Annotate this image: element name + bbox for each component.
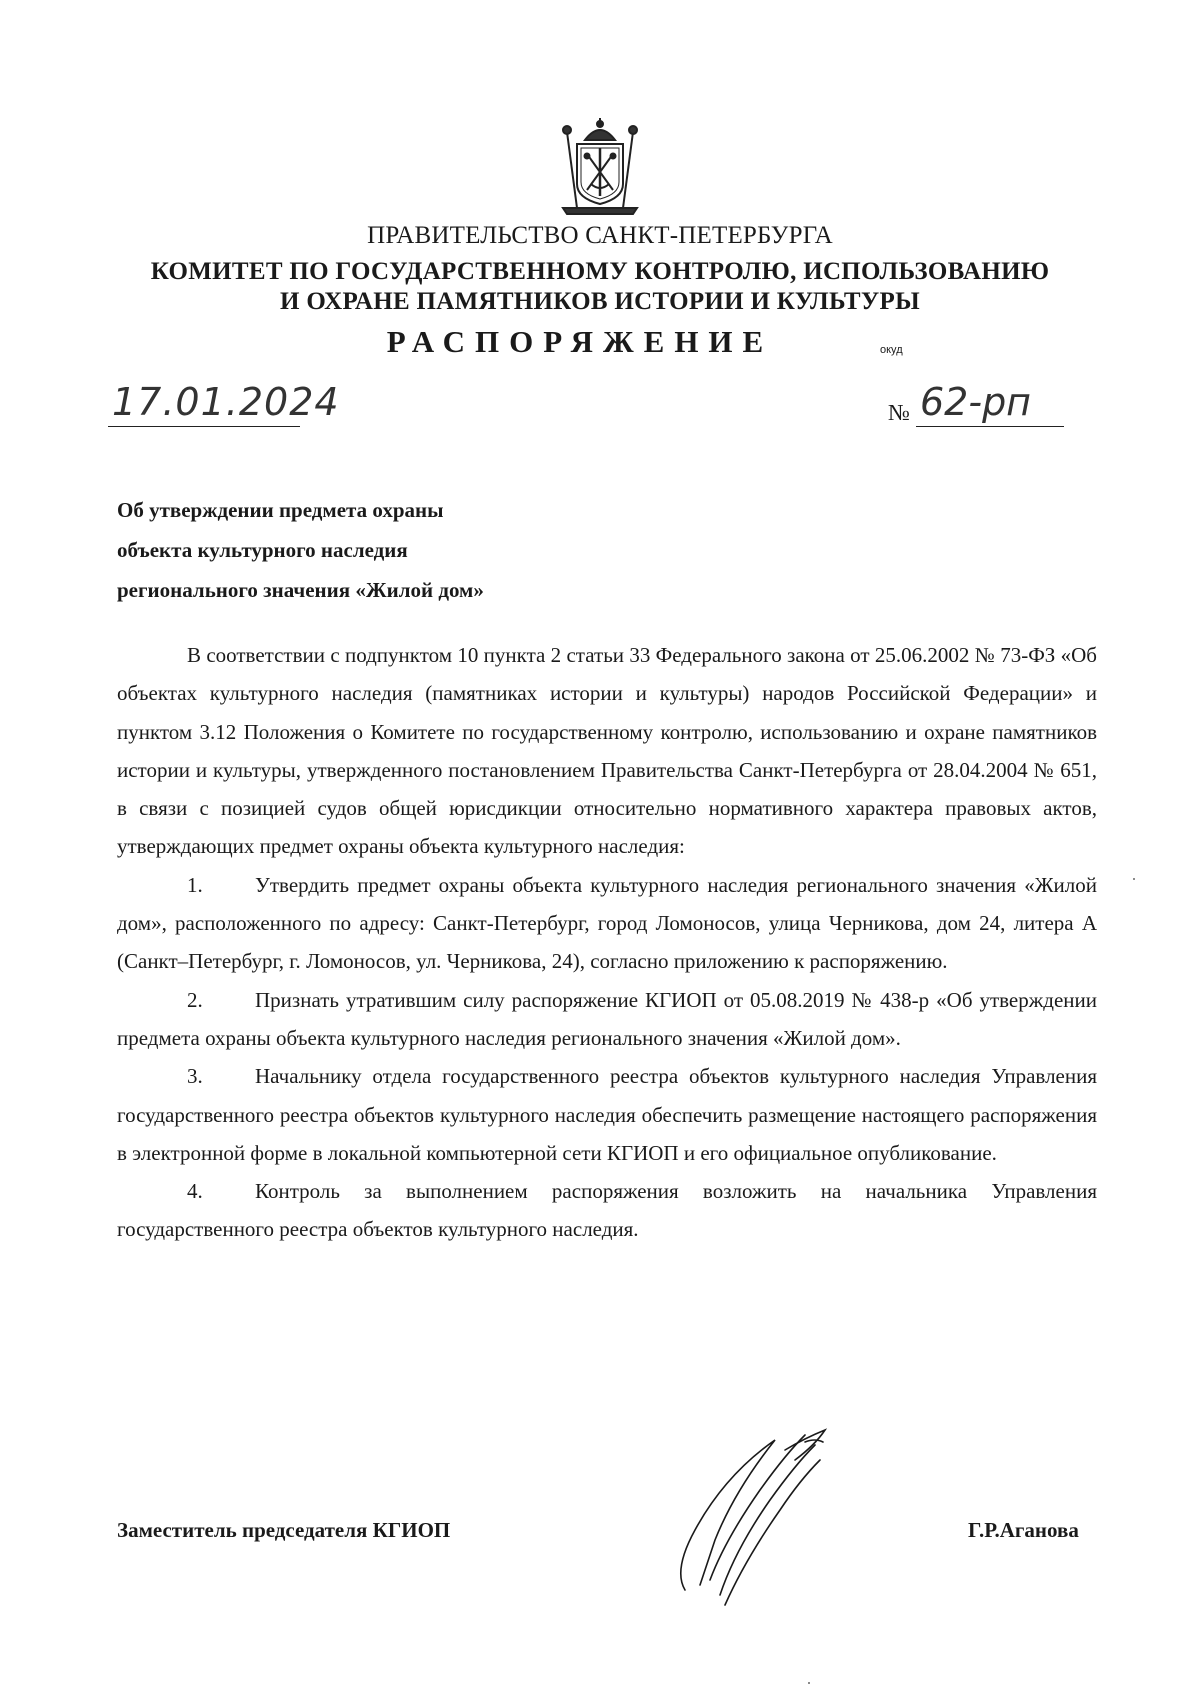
clause-text: Признать утратившим силу распоряжение КГИОП от 05.08.2019 № 438-р «Об утверждении предмета охраны объекта культурного наследия регионального значения «Жилой дом». — [117, 987, 1097, 1050]
number-underline — [916, 426, 1064, 427]
clause-text: Начальнику отдела государственного реестра объектов культурного наследия Управления государственного реестра объектов культурного наследия обеспечить размещение настоящего распоряжения в электронной форме в локальной компьютерной сети КГИОП и его официальное опубликование. — [117, 1064, 1097, 1165]
subject-line: регионального значения «Жилой дом» — [117, 578, 484, 602]
subject-line: объекта культурного наследия — [117, 538, 408, 562]
government-title: ПРАВИТЕЛЬСТВО САНКТ-ПЕТЕРБУРГА — [367, 222, 833, 249]
clause-1 — [117, 866, 1097, 981]
scan-speck — [808, 1682, 810, 1684]
clause-2 — [117, 981, 1097, 1058]
clause-text: Контроль за выполнением распоряжения возложить на начальника Управления государственного реестра объектов культурного наследия. — [117, 1179, 1097, 1242]
document-body — [117, 636, 1097, 1249]
document-type-title: РАСПОРЯЖЕНИЕ — [386, 324, 774, 359]
signatory-title: Заместитель председателя КГИОП — [117, 1518, 451, 1542]
clause-number: 2. — [187, 987, 203, 1012]
scan-speck — [1133, 878, 1135, 880]
committee-title-line2: И ОХРАНЕ ПАМЯТНИКОВ ИСТОРИИ И КУЛЬТУРЫ — [280, 288, 920, 315]
preamble-paragraph: В соответствии с подпунктом 10 пункта 2 статьи 33 Федерального закона от 25.06.2002 № 73-ФЗ «Об объектах культурного наследия (памятниках истории и культуры) народов Российской Федерации» и пунктом 3.12 Положения о Комитете по государственному контролю, использованию и охране памятников истории и культуры, утвержденного постановлением Правительства Санкт-Петербурга от 28.04.2004 № 651, в связи с позицией судов общей юрисдикции относительно нормативного характера правовых актов, утверждающих предмет охраны объекта культурного наследия: — [117, 643, 1097, 859]
number-sign: № — [888, 400, 910, 425]
document-subject — [117, 490, 484, 610]
handwritten-date: 17.01.2024 — [112, 380, 340, 424]
okud-label: окуд — [880, 344, 903, 356]
clause-number: 3. — [187, 1064, 203, 1089]
clause-number: 4. — [187, 1179, 203, 1204]
spb-coat-of-arms-icon — [555, 118, 645, 216]
clause-4 — [117, 1172, 1097, 1249]
clause-3 — [117, 1057, 1097, 1172]
clause-text: Утвердить предмет охраны объекта культурного наследия регионального значения «Жилой дом», расположенного по адресу: Санкт-Петербург, город Ломоносов, улица Черникова, дом 24, литера А (Санкт–Петербург, г. Ломоносов, ул. Черникова, 24), согласно приложению к распоряжению. — [117, 872, 1097, 974]
handwritten-signature — [665, 1420, 835, 1610]
clause-number: 1. — [187, 872, 203, 897]
handwritten-number: 62-рп — [920, 380, 1032, 424]
committee-title-line1: КОМИТЕТ ПО ГОСУДАРСТВЕННОМУ КОНТРОЛЮ, ИСПОЛЬЗОВАНИЮ — [150, 258, 1050, 285]
subject-line: Об утверждении предмета охраны — [117, 498, 444, 522]
date-underline — [108, 426, 300, 427]
signatory-name: Г.Р.Аганова — [968, 1518, 1079, 1542]
